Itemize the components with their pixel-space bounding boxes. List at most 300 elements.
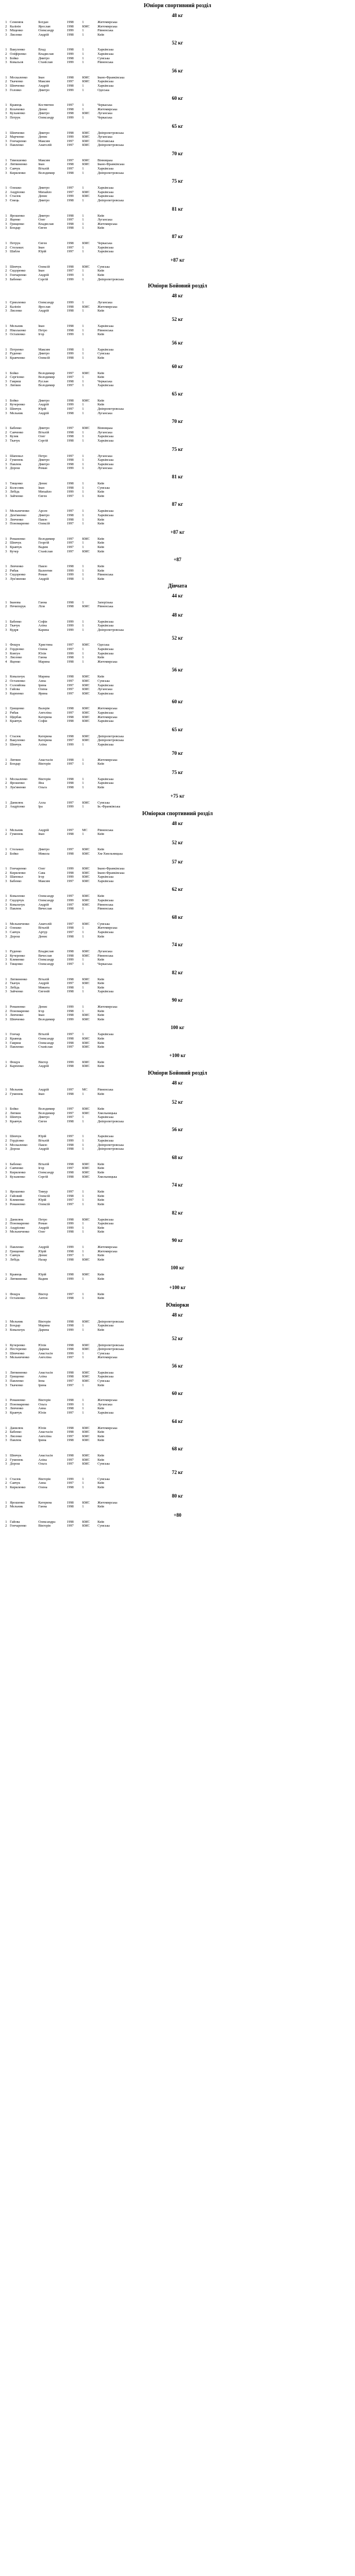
result-row <box>3 1292 164 1297</box>
last-name-cell: Кравець <box>10 1036 22 1041</box>
region-cell: Київ <box>98 1296 105 1301</box>
place-cell: 1 <box>5 1292 7 1296</box>
last-name-cell: Кучеренко <box>10 953 25 958</box>
result-row <box>3 735 164 739</box>
rank-cell: КМС <box>82 1519 90 1524</box>
birth-year-cell: 1997 <box>67 1434 74 1438</box>
last-name-cell: Гуменюк <box>10 1092 23 1096</box>
birth-year-cell: 1999 <box>67 115 74 120</box>
region-cell: Харківська <box>98 899 114 903</box>
birth-year-cell: 1997 <box>67 143 74 148</box>
region-cell: Київ <box>98 403 105 407</box>
region-cell: Київ <box>98 1327 105 1332</box>
results-table <box>3 1454 164 1466</box>
place-cell: 3 <box>5 466 7 471</box>
region-cell: Житомирська <box>98 707 118 711</box>
last-name-cell: Бойко <box>10 398 19 403</box>
region-cell: Київ <box>98 1092 105 1096</box>
rank-cell: 1 <box>82 245 84 250</box>
first-name-cell: Роман <box>38 573 48 577</box>
last-name-cell: Шабля <box>10 250 20 254</box>
birth-year-cell: 1999 <box>67 805 74 809</box>
last-name-cell: Пономаренко <box>10 1009 30 1013</box>
rank-cell: КМС <box>82 24 90 29</box>
region-cell: Київ <box>98 398 105 403</box>
last-name-cell: Лебідь <box>10 1257 20 1262</box>
last-name-cell: Кравчук <box>10 545 22 549</box>
rank-cell: 1 <box>82 462 84 466</box>
birth-year-cell: 1998 <box>67 1430 74 1434</box>
result-row <box>3 1175 164 1179</box>
results-table <box>3 1343 164 1360</box>
birth-year-cell: 1997 <box>67 1411 74 1415</box>
last-name-cell: Петрук <box>10 241 21 245</box>
result-row <box>3 131 164 135</box>
region-cell: Харківська <box>98 1217 114 1222</box>
last-name-cell: Левченко <box>10 1013 24 1018</box>
birth-year-cell: 1999 <box>67 135 74 139</box>
region-cell: Рівненська <box>98 29 113 33</box>
rank-cell: КМС <box>82 950 90 954</box>
first-name-cell: Анастасія <box>38 1351 53 1355</box>
rank-cell: 1 <box>82 1009 84 1013</box>
rank-cell: КМС <box>82 715 90 719</box>
result-row <box>3 466 164 471</box>
region-cell: Сумська <box>98 264 110 269</box>
rank-cell: КМС <box>82 1111 90 1115</box>
region-cell: Луганська <box>98 411 112 415</box>
birth-year-cell: 1997 <box>67 218 74 222</box>
weight-category: 60 кг <box>171 1391 184 1397</box>
birth-year-cell: 1999 <box>67 273 74 277</box>
birth-year-cell: 1999 <box>67 867 74 871</box>
rank-cell: 1 <box>82 1222 84 1226</box>
rank-cell: КМС <box>82 1041 90 1045</box>
place-cell: 3 <box>5 1202 7 1206</box>
last-name-cell: Кучеренко <box>10 1343 25 1347</box>
rank-cell: 1 <box>82 568 84 573</box>
rank-cell: 1 <box>82 1411 84 1415</box>
last-name-cell: Кравчук <box>10 719 22 724</box>
place-cell: 2 <box>5 1296 7 1301</box>
birth-year-cell: 1997 <box>67 687 74 692</box>
region-cell: Луганська <box>98 466 112 471</box>
region-cell: Київ <box>98 1276 105 1281</box>
region-cell: Київ <box>98 1438 105 1443</box>
region-cell: Київ <box>98 490 105 494</box>
place-cell: 3 <box>5 742 7 747</box>
place-cell: 3 <box>5 1383 7 1387</box>
birth-year-cell: 1998 <box>67 32 74 37</box>
region-cell: Житомирська <box>98 1426 118 1430</box>
first-name-cell: Євген <box>38 1119 47 1123</box>
weight-category: 65 кг <box>171 123 184 129</box>
birth-year-cell: 1998 <box>67 1343 74 1347</box>
rank-cell: 1 <box>82 930 84 935</box>
birth-year-cell: 1999 <box>67 651 74 656</box>
region-cell: Київ <box>98 32 105 37</box>
place-cell: 3 <box>5 1045 7 1049</box>
birth-year-cell: 1998 <box>67 171 74 175</box>
region-cell: Вінницька <box>98 158 113 162</box>
results-table <box>3 643 164 664</box>
rank-cell: КМС <box>82 605 90 609</box>
result-row <box>3 1088 164 1092</box>
weight-category: 68 кг <box>171 1446 184 1451</box>
rank-cell: КМС <box>82 1174 90 1179</box>
region-cell: Київ <box>98 1406 105 1411</box>
weight-category: 52 кг <box>171 635 184 641</box>
result-row <box>3 1226 164 1230</box>
last-name-cell: Кириленко <box>10 871 26 875</box>
rank-cell: 1 <box>82 103 84 108</box>
birth-year-cell: 1998 <box>67 1500 74 1505</box>
result-row <box>3 573 164 577</box>
results-table <box>3 241 164 254</box>
region-cell: Харківська <box>98 1370 114 1375</box>
rank-cell: КМС <box>82 1060 90 1064</box>
region-cell: Сумська <box>98 1379 110 1383</box>
place-cell: 2 <box>5 1505 7 1509</box>
weight-category: 75 кг <box>171 446 184 452</box>
last-name-cell: Сидорчук <box>10 899 24 903</box>
first-name-cell: Денис <box>38 1004 48 1009</box>
region-cell: Київ <box>98 1202 105 1206</box>
result-row <box>3 1379 164 1383</box>
region-cell: Харківська <box>98 383 114 388</box>
results-table <box>3 1088 164 1096</box>
birth-year-cell: 1998 <box>67 1174 74 1179</box>
last-name-cell: Мельниченко <box>10 922 30 926</box>
birth-year-cell: 1997 <box>67 371 74 375</box>
region-cell: Харківська <box>98 83 114 88</box>
first-name-cell: Володимир <box>38 1107 55 1111</box>
place-cell: 2 <box>5 352 7 356</box>
last-name-cell: Ярошенко <box>10 1190 25 1194</box>
region-cell: Харківська <box>98 186 114 190</box>
last-name-cell: Кузьменко <box>10 1174 25 1179</box>
last-name-cell: Сергієнко <box>10 375 25 380</box>
birth-year-cell: 1998 <box>67 1519 74 1524</box>
last-name-cell: Левченко <box>10 517 24 522</box>
birth-year-cell: 1998 <box>67 199 74 203</box>
region-cell: Хмельницька <box>98 1111 117 1115</box>
region-cell: Харківська <box>98 190 114 194</box>
result-row <box>3 399 164 403</box>
result-row <box>3 513 164 518</box>
first-name-cell: Олег <box>38 1230 45 1234</box>
first-name-cell: Ігор <box>38 332 44 337</box>
place-cell: 1 <box>5 777 7 781</box>
last-name-cell: Гончар <box>10 1032 20 1037</box>
place-cell: 3 <box>5 934 7 939</box>
result-row <box>3 1245 164 1250</box>
result-row <box>3 143 164 148</box>
region-cell: Харківська <box>98 52 114 56</box>
place-cell: 1 <box>5 1370 7 1375</box>
weight-category: 60 кг <box>171 699 184 705</box>
rank-cell: КМС <box>82 977 90 981</box>
place-cell: 1 <box>5 48 7 52</box>
place-cell: 2 <box>5 80 7 84</box>
result-row <box>3 265 164 269</box>
birth-year-cell: 1999 <box>67 1245 74 1249</box>
birth-year-cell: 1998 <box>67 659 74 664</box>
place-cell: 2 <box>5 781 7 786</box>
region-cell: Київ <box>98 1519 105 1524</box>
result-row <box>3 1092 164 1097</box>
weight-category: 74 кг <box>171 942 184 948</box>
rank-cell: 1 <box>82 328 84 332</box>
weight-category: 52 кг <box>171 839 184 845</box>
rank-cell: КМС <box>82 135 90 139</box>
place-cell: 3 <box>5 990 7 994</box>
region-cell: Житомирська <box>98 24 118 29</box>
place-cell: 1 <box>5 241 7 245</box>
first-name-cell: Дмитро <box>38 847 50 851</box>
region-cell: Житомирська <box>98 1500 118 1505</box>
place-cell: 2 <box>5 832 7 837</box>
birth-year-cell: 1997 <box>67 245 74 250</box>
rank-cell: КМС <box>82 1375 90 1379</box>
region-cell: Київ <box>98 494 105 498</box>
place-cell: 3 <box>5 332 7 337</box>
last-name-cell: Данилюк <box>10 800 24 805</box>
last-name-cell: Бондар <box>10 1324 20 1328</box>
last-name-cell: Павленко <box>10 1045 24 1049</box>
rank-cell: 1 <box>82 52 84 56</box>
weight-category: 70 кг <box>171 150 184 156</box>
rank-cell: 1 <box>82 907 84 911</box>
last-name-cell: Андрієнко <box>10 190 25 194</box>
rank-cell: 1 <box>82 269 84 273</box>
last-name-cell: Гавриш <box>10 1041 21 1045</box>
results-table <box>3 564 164 581</box>
place-cell: 3 <box>5 462 7 466</box>
region-cell: Харківська <box>98 619 114 624</box>
first-name-cell: Євген <box>38 494 47 498</box>
first-name-cell: Ігор <box>38 875 44 879</box>
last-name-cell: Лисенко <box>10 32 22 37</box>
rank-cell: КМС <box>82 734 90 738</box>
rank-cell: КМС <box>82 902 90 907</box>
result-row <box>3 1430 164 1434</box>
birth-year-cell: 1997 <box>67 1253 74 1258</box>
first-name-cell: Вячеслав <box>38 953 52 958</box>
first-name-cell: Катерина <box>38 1500 52 1505</box>
last-name-cell: Литвиненко <box>10 162 27 167</box>
result-row <box>3 628 164 632</box>
birth-year-cell: 1997 <box>67 167 74 171</box>
last-name-cell: Савчук <box>10 1253 20 1258</box>
region-cell: Житомирська <box>98 1249 118 1253</box>
birth-year-cell: 1997 <box>67 1087 74 1092</box>
place-cell: 3 <box>5 171 7 175</box>
first-name-cell: Дмитро <box>38 458 50 462</box>
rank-cell: КМС <box>82 1458 90 1462</box>
rank-cell: 1 <box>82 958 84 962</box>
result-row <box>3 828 164 833</box>
last-name-cell: Яценко <box>10 659 21 664</box>
first-name-cell: Роман <box>38 1222 48 1226</box>
last-name-cell: Руденко <box>10 950 22 954</box>
place-cell: 3 <box>5 1253 7 1258</box>
region-cell: Київ <box>98 1430 105 1434</box>
birth-year-cell: 1997 <box>67 738 74 743</box>
place-cell: 3 <box>5 434 7 439</box>
rank-cell: КМС <box>82 847 90 851</box>
result-row <box>3 167 164 171</box>
rank-cell: 1 <box>82 48 84 52</box>
rank-cell: 1 <box>82 781 84 786</box>
birth-year-cell: 1998 <box>67 241 74 245</box>
place-cell: 2 <box>5 1111 7 1115</box>
birth-year-cell: 1997 <box>67 80 74 84</box>
rank-cell: КМС <box>82 1036 90 1041</box>
rank-cell: 1 <box>82 1383 84 1387</box>
first-name-cell: Владислав <box>38 222 54 226</box>
last-name-cell: Кравчук <box>10 1119 22 1123</box>
region-cell: Черкаська <box>98 103 112 108</box>
result-row <box>3 1403 164 1407</box>
result-row <box>3 25 164 29</box>
birth-year-cell: 1999 <box>67 60 74 65</box>
rank-cell: 1 <box>82 60 84 65</box>
rank-cell: 1 <box>82 490 84 494</box>
rank-cell: 1 <box>82 222 84 226</box>
weight-category: 75 кг <box>171 178 184 184</box>
result-row <box>3 486 164 490</box>
region-cell: Рівненська <box>98 907 113 911</box>
weight-category: +87 кг <box>170 257 185 263</box>
birth-year-cell: 1998 <box>67 304 74 309</box>
result-row <box>3 509 164 513</box>
place-cell: 3 <box>5 56 7 60</box>
region-cell: Харківська <box>98 439 114 443</box>
birth-year-cell: 1997 <box>67 1524 74 1528</box>
results-table <box>3 509 164 526</box>
region-cell: Харківська <box>98 719 114 724</box>
place-cell: 3 <box>5 111 7 116</box>
place-cell: 1 <box>5 1190 7 1194</box>
birth-year-cell: 1998 <box>67 513 74 517</box>
region-cell: Київ <box>98 1190 105 1194</box>
first-name-cell: Павло <box>38 564 48 569</box>
first-name-cell: Ярина <box>38 691 48 696</box>
result-row <box>3 194 164 199</box>
birth-year-cell: 1997 <box>67 1045 74 1049</box>
first-name-cell: Юрій <box>38 1198 47 1202</box>
result-row <box>3 1438 164 1443</box>
result-row <box>3 903 164 907</box>
result-row <box>3 458 164 462</box>
result-row <box>3 226 164 230</box>
result-row <box>3 1524 164 1528</box>
place-cell: 3 <box>5 1115 7 1120</box>
first-name-cell: Юрій <box>38 1273 47 1277</box>
result-row <box>3 1434 164 1439</box>
rank-cell: 1 <box>82 600 84 605</box>
last-name-cell: Остапенко <box>10 332 25 337</box>
first-name-cell: Олег <box>38 218 45 222</box>
rank-cell: 1 <box>82 20 84 24</box>
birth-year-cell: 1998 <box>67 1162 74 1166</box>
result-row <box>3 199 164 203</box>
first-name-cell: Віталій <box>38 926 49 930</box>
first-name-cell: Інна <box>38 1379 45 1383</box>
rank-cell: 1 <box>82 509 84 513</box>
region-cell: Харківська <box>98 194 114 199</box>
birth-year-cell: 1999 <box>67 88 74 92</box>
birth-year-cell: 1998 <box>67 107 74 111</box>
first-name-cell: Яна <box>38 781 44 786</box>
last-name-cell: Петрук <box>10 115 21 120</box>
region-cell: Київ <box>98 568 105 573</box>
first-name-cell: Дмитро <box>38 199 50 203</box>
birth-year-cell: 1998 <box>67 950 74 954</box>
last-name-cell: Гуменюк <box>10 1458 23 1462</box>
place-cell: 3 <box>5 139 7 143</box>
rank-cell: КМС <box>82 981 90 986</box>
rank-cell: 1 <box>82 199 84 203</box>
last-name-cell: Грищенко <box>10 1249 25 1253</box>
rank-cell: КМС <box>82 1217 90 1222</box>
place-cell: 1 <box>5 131 7 135</box>
result-row <box>3 978 164 982</box>
result-row <box>3 962 164 967</box>
birth-year-cell: 1998 <box>67 832 74 837</box>
first-name-cell: Юлія <box>38 1411 46 1415</box>
place-cell: 3 <box>5 194 7 199</box>
rank-cell: 1 <box>82 482 84 485</box>
last-name-cell: Савчук <box>10 930 20 935</box>
place-cell: 3 <box>5 656 7 660</box>
place-cell: 2 <box>5 762 7 766</box>
birth-year-cell: 1997 <box>67 549 74 553</box>
results-table <box>3 1245 164 1262</box>
first-name-cell: Євген <box>38 241 47 245</box>
birth-year-cell: 1997 <box>67 1458 74 1462</box>
last-name-cell: Зайченко <box>10 990 24 994</box>
result-row <box>3 171 164 176</box>
first-name-cell: Ольга <box>38 785 47 789</box>
region-cell: Черкаська <box>98 379 112 383</box>
weight-category: 52 кг <box>171 1099 184 1105</box>
rank-cell: КМС <box>82 871 90 875</box>
rank-cell: 1 <box>82 430 84 434</box>
results-table <box>3 1477 164 1490</box>
rank-cell: 1 <box>82 407 84 411</box>
place-cell: 3 <box>5 115 7 120</box>
result-row <box>3 652 164 656</box>
region-cell: Київ <box>98 785 105 789</box>
first-name-cell: Костянтин <box>38 103 54 108</box>
last-name-cell: Калінін <box>10 304 21 309</box>
first-name-cell: Дмитро <box>38 186 50 190</box>
region-cell: Запорізька <box>98 600 113 605</box>
last-name-cell: Грищенко <box>10 707 25 711</box>
birth-year-cell: 1997 <box>67 509 74 513</box>
region-cell: Дніпропетровська <box>98 1143 124 1147</box>
weight-category: 52 кг <box>171 316 184 322</box>
rank-cell: 1 <box>82 115 84 120</box>
first-name-cell: Віктор <box>38 1060 48 1064</box>
last-name-cell: Ткачук <box>10 439 20 443</box>
last-name-cell: Данилюк <box>10 1217 24 1222</box>
result-row <box>3 1253 164 1258</box>
rank-cell: КМС <box>82 922 90 926</box>
last-name-cell: Руденко <box>10 352 22 356</box>
